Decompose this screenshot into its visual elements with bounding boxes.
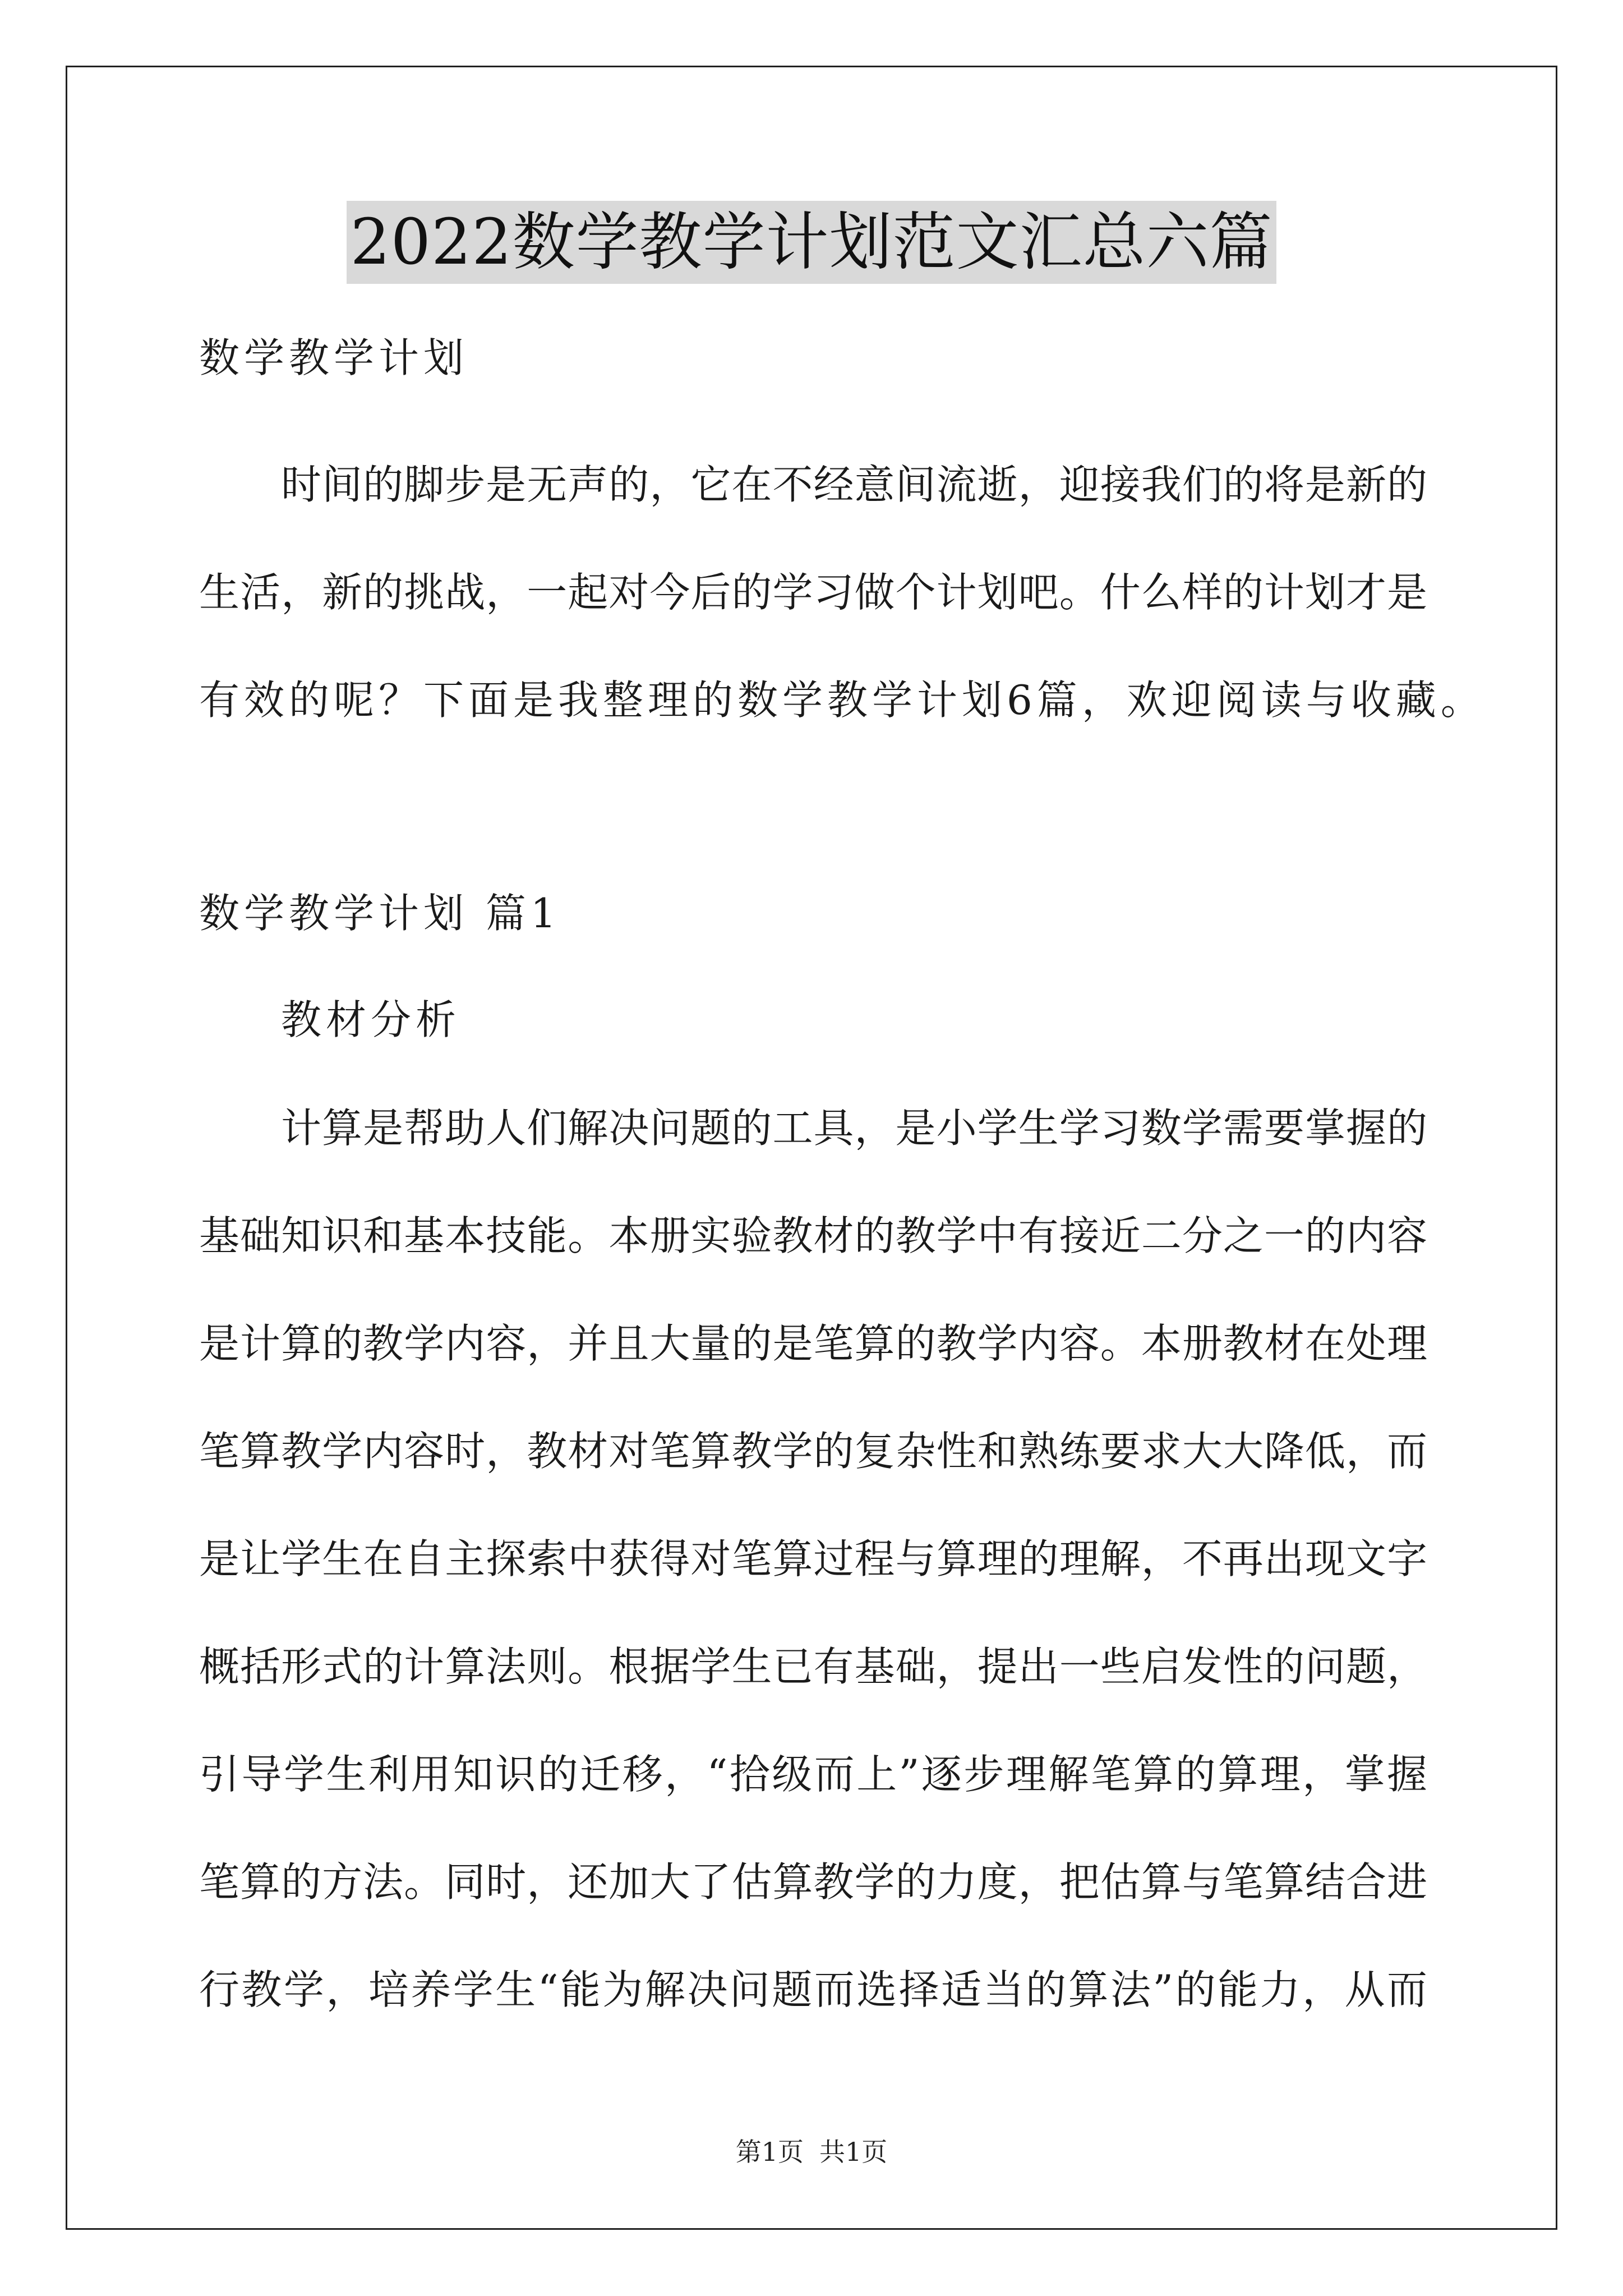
intro-line: 生活，新的挑战，一起对今后的学习做个计划吧。什么样的计划才是 (199, 569, 1427, 616)
subheading: 教材分析 (281, 996, 461, 1043)
body-line: 笔算的方法。同时，还加大了估算教学的力度，把估算与笔算结合进 (199, 1858, 1427, 1906)
subheading-block (199, 966, 1427, 1074)
page-footer (0, 2135, 1623, 2169)
article-heading-block (199, 859, 1427, 967)
intro-paragraph (199, 431, 1486, 754)
document-title: 2022数学教学计划范文汇总六篇 (347, 201, 1276, 284)
body-line: 行教学，培养学生“能为解决问题而选择适当的算法”的能力，从而 (199, 1966, 1427, 2013)
body-paragraph (199, 1074, 1427, 2044)
intro-line: 时间的脚步是无声的，它在不经意间流逝，迎接我们的将是新的 (281, 461, 1427, 508)
page-total: 共1页 (819, 2137, 888, 2167)
body-line: 笔算教学内容时，教材对笔算教学的复杂性和熟练要求大大降低，而 (199, 1428, 1427, 1475)
body-line: 是计算的教学内容，并且大量的是笔算的教学内容。本册教材在处理 (199, 1320, 1427, 1367)
section-heading: 数学教学计划 (199, 334, 469, 381)
body-line: 基础知识和基本技能。本册实验教材的教学中有接近二分之一的内容 (199, 1212, 1427, 1259)
title-container (0, 201, 1623, 284)
intro-line: 有效的呢？下面是我整理的数学教学计划6篇，欢迎阅读与收藏。 (199, 677, 1486, 724)
body-line: 引导学生利用知识的迁移，“拾级而上”逐步理解笔算的算理，掌握 (199, 1751, 1427, 1798)
article-heading: 数学教学计划 篇1 (199, 890, 561, 937)
body-line: 是让学生在自主探索中获得对笔算过程与算理的理解，不再出现文字 (199, 1535, 1427, 1582)
page-number: 第1页 (735, 2137, 804, 2167)
body-line: 概括形式的计算法则。根据学生已有基础，提出一些启发性的问题， (199, 1643, 1427, 1690)
section-heading-block (199, 304, 1427, 412)
body-line: 计算是帮助人们解决问题的工具，是小学生学习数学需要掌握的 (281, 1105, 1427, 1152)
